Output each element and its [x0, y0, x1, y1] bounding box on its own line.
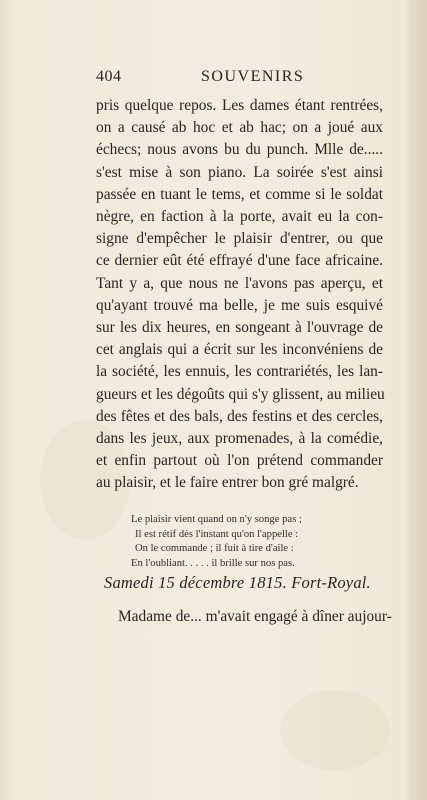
text-line: Madame de... m'avait engagé à dîner aujour- [118, 608, 392, 625]
page-number: 404 [96, 68, 122, 85]
text-line: échecs; nous avons bu du punch. Mlle de..... [96, 141, 383, 159]
text-line: on a causé ab hoc et ab hac; on a joué aux [96, 119, 383, 137]
text-line: et enfin partout où l'on prétend commander [96, 452, 383, 470]
text-line: dans les jeux, aux promenades, à la comédie, [96, 430, 383, 448]
text-line: s'est mise à son piano. La soirée s'est ainsi [96, 163, 383, 181]
text-line: gueurs et les dégoûts qui s'y glissent, au milieu [96, 385, 385, 403]
page-edge-shadow [405, 0, 427, 800]
verse-line: On le commande ; il fuit à tire d'aile : [135, 543, 294, 555]
running-title: SOUVENIRS [201, 68, 305, 85]
text-line: qu'ayant trouvé ma belle, je me suis esquivé [96, 296, 383, 314]
text-line: la société, les ennuis, les contrariétés, les lan- [96, 363, 383, 381]
verse-line: En l'oubliant. . . . . il brille sur nos pas. [131, 558, 295, 570]
paper-stain [280, 690, 390, 770]
verse-line: Le plaisir vient quand on n'y songe pas ; [131, 514, 302, 525]
text-line: ce dernier eût été effrayé d'une face africaine. [96, 252, 383, 270]
text-line: pris quelque repos. Les dames étant rentrées, [96, 97, 383, 114]
text-line: au plaisir, et le faire entrer bon gré malgré. [96, 474, 359, 492]
diary-entry-heading [104, 573, 371, 593]
text-line: sur les dix heures, en songeant à l'ouvrage de [96, 319, 383, 337]
page-header [96, 68, 386, 92]
entry-date: Samedi 15 décembre 1815. [104, 573, 287, 592]
text-line: cet anglais qui a écrit sur les inconvéniens de [96, 341, 383, 359]
text-line: signe d'empêcher le plaisir d'entrer, ou que [96, 230, 383, 248]
entry-place: Fort-Royal. [291, 573, 371, 592]
body-paragraph [96, 95, 383, 495]
text-line: passée en tuant le tems, et comme si le soldat [96, 185, 383, 203]
text-line: des fêtes et des bals, des festins et des cercles, [96, 407, 383, 425]
text-line: nègre, en faction à la porte, avait eu la con- [96, 208, 383, 226]
verse-quotation [131, 513, 381, 572]
text-line: Tant y a, que nous ne l'avons pas aperçu, et [96, 274, 383, 292]
verse-line: Il est rétif dès l'instant qu'on l'appelle : [135, 528, 299, 540]
